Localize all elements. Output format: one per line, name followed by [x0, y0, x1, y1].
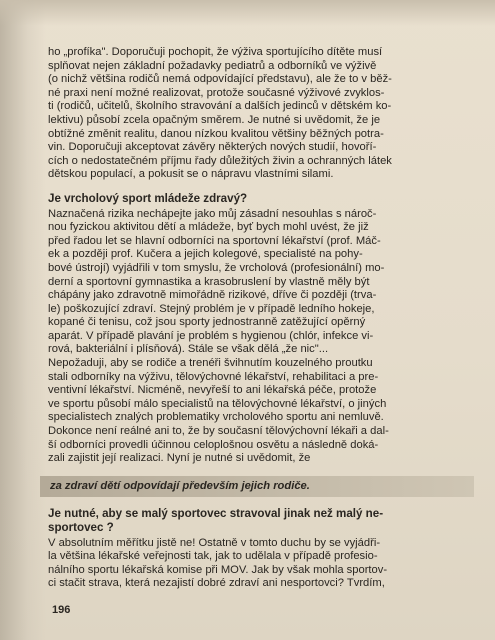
text-line: la většina lékařské veřejnosti tak, jak to udělala v případě profesio- [48, 550, 378, 563]
text-line: obtížné změnit realitu, danou nízkou kvalitou většiny běžných potra- [48, 127, 384, 140]
text-line: chápány jako zdravotně mimořádně rizikové, dříve či později (trva- [48, 289, 377, 302]
text-line: nálního sportu lékařská komise při MOV. Jak by však mohla sportov- [48, 563, 388, 576]
text-line: zali zajistit její realizaci. Nyní je nutné si uvědomit, že [48, 452, 311, 465]
text-line: le) poškozující zdraví. Stejný problém je v případě ledního hokeje, [48, 302, 375, 315]
text-line: vin. Doporučuji akceptovat závěry některých nových studií, hovoří- [48, 141, 377, 154]
text-line: lektivu) působí zcela opačným směrem. Je nutné si uvědomit, že je [48, 113, 381, 126]
page-top-shadow [0, 0, 495, 26]
text-line: stali odborníky na výživu, tělovýchovné lékařství, rehabilitaci a pre- [48, 370, 379, 383]
text-line: né praxi není možné realizovat, protože současné výživové zvyklos- [48, 86, 385, 99]
section1-paragraph2 [48, 357, 474, 466]
text-line: splňovat nejen základní požadavky pediatrů a odborníků ve výživě [48, 59, 377, 72]
text-line: (o nichž většina rodičů nemá odpovídající představu), ale že to v běž- [48, 73, 392, 86]
text-line: bové ústrojí) vyjádřili v tom smyslu, že vrcholová (profesionální) mo- [48, 261, 385, 274]
section-heading [48, 507, 474, 534]
text-column [48, 46, 474, 591]
text-line: nou fyzickou aktivitou dětí a mládeže, byť bych mohl uvést, že již [48, 221, 369, 234]
section-heading: Je vrcholový sport mládeže zdravý? [48, 191, 248, 205]
text-line: V absolutním měřítku jistě ne! Ostatně v tomto duchu by se vyjádři- [48, 536, 381, 549]
text-line: Nepožaduji, aby se rodiče a trenéři švihnutím kouzelného proutku [48, 357, 373, 370]
text-line: ventivní lékařství. Nicméně, nevyřeší to ani lékařská péče, protože [48, 384, 377, 397]
text-line: ší odborníci provedli účinnou celoplošnou osvětu a následně doká- [48, 438, 379, 451]
heading-line: sportovec ? [48, 521, 114, 534]
text-line: ho „profíka". Doporučuji pochopit, že výživa sportujícího dítěte musí [48, 46, 383, 58]
text-line: ek a později prof. Kučera a jejich kolegové, specialisté na pohy- [48, 248, 363, 261]
text-line: kopané či tenisu, což jsou sporty jednostranně zatěžující opěrný [48, 316, 366, 329]
page-gutter-shadow [0, 0, 46, 640]
text-line: aparát. V případě plavání je problém s hygienou (chlór, infekce vi- [48, 329, 374, 342]
text-line: cích o nedostatečném příjmu řady důležitých živin a ochranných látek [48, 154, 392, 167]
text-line: Dokonce není reálné ani to, že by současní tělovýchovní lékaři a dal- [48, 425, 389, 438]
text-line: Naznačená rizika nechápejte jako můj zásadní nesouhlas s nároč- [48, 207, 377, 220]
text-line: ve sportu působí málo specialistů na tělovýchovné lékařství, o jiných [48, 397, 387, 410]
page-number: 196 [52, 604, 71, 616]
heading-line: Je nutné, aby se malý sportovec stravoval jinak než malý ne- [48, 507, 384, 521]
intro-paragraph [48, 46, 474, 182]
text-line: derní a sportovní gymnastika a krasobruslení by vlastně měly být [48, 275, 370, 288]
text-line: před řadou let se hlavní odborníci na sportovní lékařství (prof. Máč- [48, 234, 381, 247]
text-line: dětskou populací, a pokusit se o nápravu vlastními silami. [48, 168, 334, 181]
section2-paragraph [48, 537, 474, 591]
text-line: ti (rodičů, učitelů, školního stravování a dalších jedinců v dětském ko- [48, 100, 392, 113]
section1-paragraph1 [48, 208, 474, 358]
highlighted-quote: za zdraví dětí odpovídají především jejich rodiče. [40, 476, 474, 498]
text-line: ci stačit strava, která nezajistí dobré zdraví ani nesportovci? Tvrdím, [48, 577, 385, 590]
text-line: rová, bakteriální i plísňová). Stále se však dělá „že nic"... [48, 343, 329, 356]
text-line: specialistech znalých problematiky vrcholového sportu ani nemluvě. [48, 411, 384, 424]
